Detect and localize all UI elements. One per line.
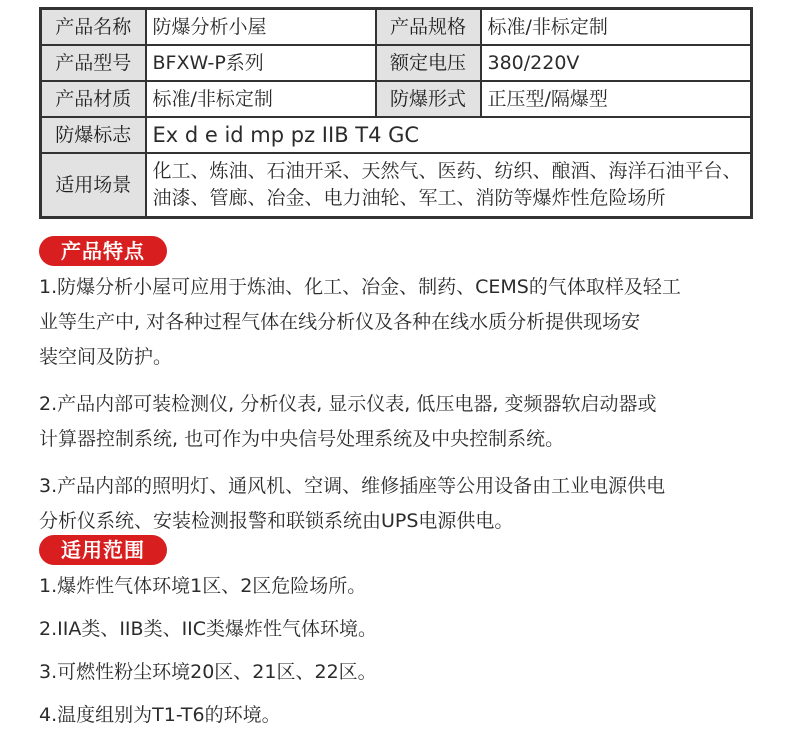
spec-row-name xyxy=(41,9,752,46)
feature-line: 分析仪系统、安装检测报警和联锁系统由UPS电源供电。 xyxy=(39,510,514,532)
spec-value: 380/220V xyxy=(481,45,752,81)
scope-item: 1.爆炸性气体环境1区、2区危险场所。 xyxy=(39,575,367,597)
spec-value: 防爆分析小屋 xyxy=(146,9,376,46)
feature-line: 3.产品内部的照明灯、通风机、空调、维修插座等公用设备由工业电源供电 xyxy=(39,475,666,497)
spec-row-scene xyxy=(41,153,752,218)
spec-key: 产品型号 xyxy=(41,45,146,81)
feature-line: 计算器控制系统, 也可作为中央信号处理系统及中央控制系统。 xyxy=(39,428,565,450)
features-section xyxy=(39,236,759,539)
feature-line: 装空间及防护。 xyxy=(39,346,173,368)
spec-value: Ex d e id mp pz IIB T4 GC xyxy=(146,117,752,153)
feature-line: 业等生产中, 对各种过程气体在线分析仪及各种在线水质分析提供现场安 xyxy=(39,311,641,333)
features-badge: 产品特点 xyxy=(39,236,167,266)
scope-item: 4.温度组别为T1-T6的环境。 xyxy=(39,704,281,726)
scope-item: 2.IIA类、IIB类、IIC类爆炸性气体环境。 xyxy=(39,618,378,640)
spec-value: 标准/非标定制 xyxy=(481,9,752,46)
spec-table xyxy=(39,7,753,219)
spec-key: 额定电压 xyxy=(376,45,481,81)
spec-row-mark xyxy=(41,117,752,153)
spec-key: 产品名称 xyxy=(41,9,146,46)
feature-item xyxy=(39,270,759,375)
spec-value: BFXW-P系列 xyxy=(146,45,376,81)
spec-row-material xyxy=(41,81,752,117)
feature-item xyxy=(39,469,759,539)
spec-row-model xyxy=(41,45,752,81)
spec-value: 正压型/隔爆型 xyxy=(481,81,752,117)
spec-value: 化工、炼油、石油开采、天然气、医药、纺织、酿酒、海洋石油平台、油漆、管廊、冶金、电力油轮、军工、消防等爆炸性危险场所 xyxy=(146,153,752,218)
scope-section xyxy=(39,535,759,733)
spec-value: 标准/非标定制 xyxy=(146,81,376,117)
spec-key: 产品规格 xyxy=(376,9,481,46)
scope-item: 3.可燃性粉尘环境20区、21区、22区。 xyxy=(39,661,377,683)
spec-key: 产品材质 xyxy=(41,81,146,117)
spec-key: 防爆标志 xyxy=(41,117,146,153)
feature-item xyxy=(39,387,759,457)
feature-line: 2.产品内部可装检测仪, 分析仪表, 显示仪表, 低压电器, 变频器软启动器或 xyxy=(39,393,657,415)
feature-line: 1.防爆分析小屋可应用于炼油、化工、冶金、制药、CEMS的气体取样及轻工 xyxy=(39,276,681,298)
spec-key: 适用场景 xyxy=(41,153,146,218)
spec-key: 防爆形式 xyxy=(376,81,481,117)
scope-badge: 适用范围 xyxy=(39,535,167,565)
